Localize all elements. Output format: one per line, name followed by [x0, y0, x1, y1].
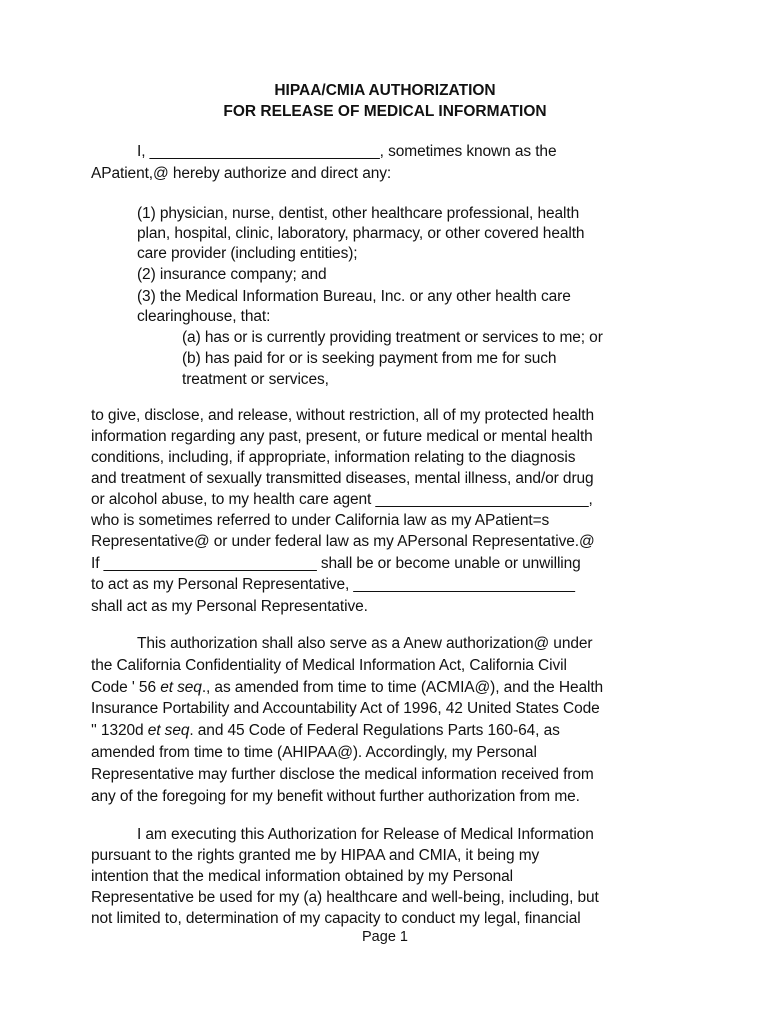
cmia-text: ., as amended from time to time (ACMIA@), and the Health — [201, 679, 604, 696]
authorization-paragraph-line: Insurance Portability and Accountability Act of 1996, 42 United States Code — [91, 700, 600, 717]
release-paragraph-line: Representative@ or under federal law as my APersonal Representative.@ — [91, 533, 595, 550]
authorization-paragraph-line: amended from time to time (AHIPAA@). Accordingly, my Personal — [91, 744, 537, 761]
document-title-line-2: FOR RELEASE OF MEDICAL INFORMATION — [223, 103, 547, 120]
release-paragraph-line: If _________________________ shall be or become unable or unwilling — [91, 555, 581, 572]
authorization-paragraph-line — [91, 677, 603, 698]
provider-list-line: plan, hospital, clinic, laboratory, pharmacy, or other covered health — [137, 225, 585, 242]
release-paragraph-line: or alcohol abuse, to my health care agent _________________________, — [91, 491, 593, 508]
release-paragraph-line: information regarding any past, present, or future medical or mental health — [91, 428, 593, 445]
provider-list-line: care provider (including entities); — [137, 245, 358, 262]
provider-list-line: clearinghouse, that: — [137, 308, 271, 325]
executing-paragraph-line: Representative be used for my (a) healthcare and well-being, including, but — [91, 889, 599, 906]
release-paragraph-line: to give, disclose, and release, without restriction, all of my protected health — [91, 407, 595, 424]
et-seq-italic: et seq — [147, 722, 190, 739]
executing-paragraph-line: pursuant to the rights granted me by HIPAA and CMIA, it being my — [91, 847, 540, 864]
provider-list-line: (1) physician, nurse, dentist, other healthcare professional, health — [137, 205, 580, 222]
executing-paragraph-line: intention that the medical information obtained by my Personal — [91, 868, 514, 885]
provider-list-line: (3) the Medical Information Bureau, Inc. or any other health care — [137, 288, 571, 305]
release-paragraph-line: shall act as my Personal Representative. — [91, 598, 368, 615]
intro-line: I, ___________________________, sometimes known as the — [137, 143, 557, 160]
authorization-paragraph-line: any of the foregoing for my benefit without further authorization from me. — [91, 788, 580, 805]
cfr-text: . and 45 Code of Federal Regulations Parts 160-64, as — [189, 722, 560, 739]
provider-list-line: (2) insurance company; and — [137, 266, 327, 283]
intro-line: APatient,@ hereby authorize and direct any: — [91, 165, 392, 182]
condition-line: treatment or services, — [182, 371, 329, 388]
authorization-paragraph-line: This authorization shall also serve as a Anew authorization@ under — [137, 635, 593, 652]
authorization-paragraph-line: Representative may further disclose the medical information received from — [91, 766, 594, 783]
authorization-paragraph-line: the California Confidentiality of Medical Information Act, California Civil — [91, 657, 567, 674]
release-paragraph-line: and treatment of sexually transmitted diseases, mental illness, and/or drug — [91, 470, 594, 487]
release-paragraph-line: who is sometimes referred to under California law as my APatient=s — [91, 512, 550, 529]
et-seq-italic: et seq — [160, 679, 202, 696]
code-section-text: Code ' 56 — [91, 679, 161, 696]
authorization-paragraph-line — [91, 720, 560, 741]
page-number: Page 1 — [362, 929, 408, 945]
condition-line: (a) has or is currently providing treatment or services to me; or — [182, 329, 603, 346]
executing-paragraph-line: I am executing this Authorization for Release of Medical Information — [137, 826, 594, 843]
release-paragraph-line: to act as my Personal Representative, __________________________ — [91, 576, 575, 593]
usc-section-text: '' 1320d — [91, 722, 148, 739]
condition-line: (b) has paid for or is seeking payment from me for such — [182, 350, 557, 367]
release-paragraph-line: conditions, including, if appropriate, information relating to the diagnosis — [91, 449, 576, 466]
executing-paragraph-line: not limited to, determination of my capacity to conduct my legal, financial — [91, 910, 581, 927]
document-title-line-1: HIPAA/CMIA AUTHORIZATION — [274, 82, 496, 99]
